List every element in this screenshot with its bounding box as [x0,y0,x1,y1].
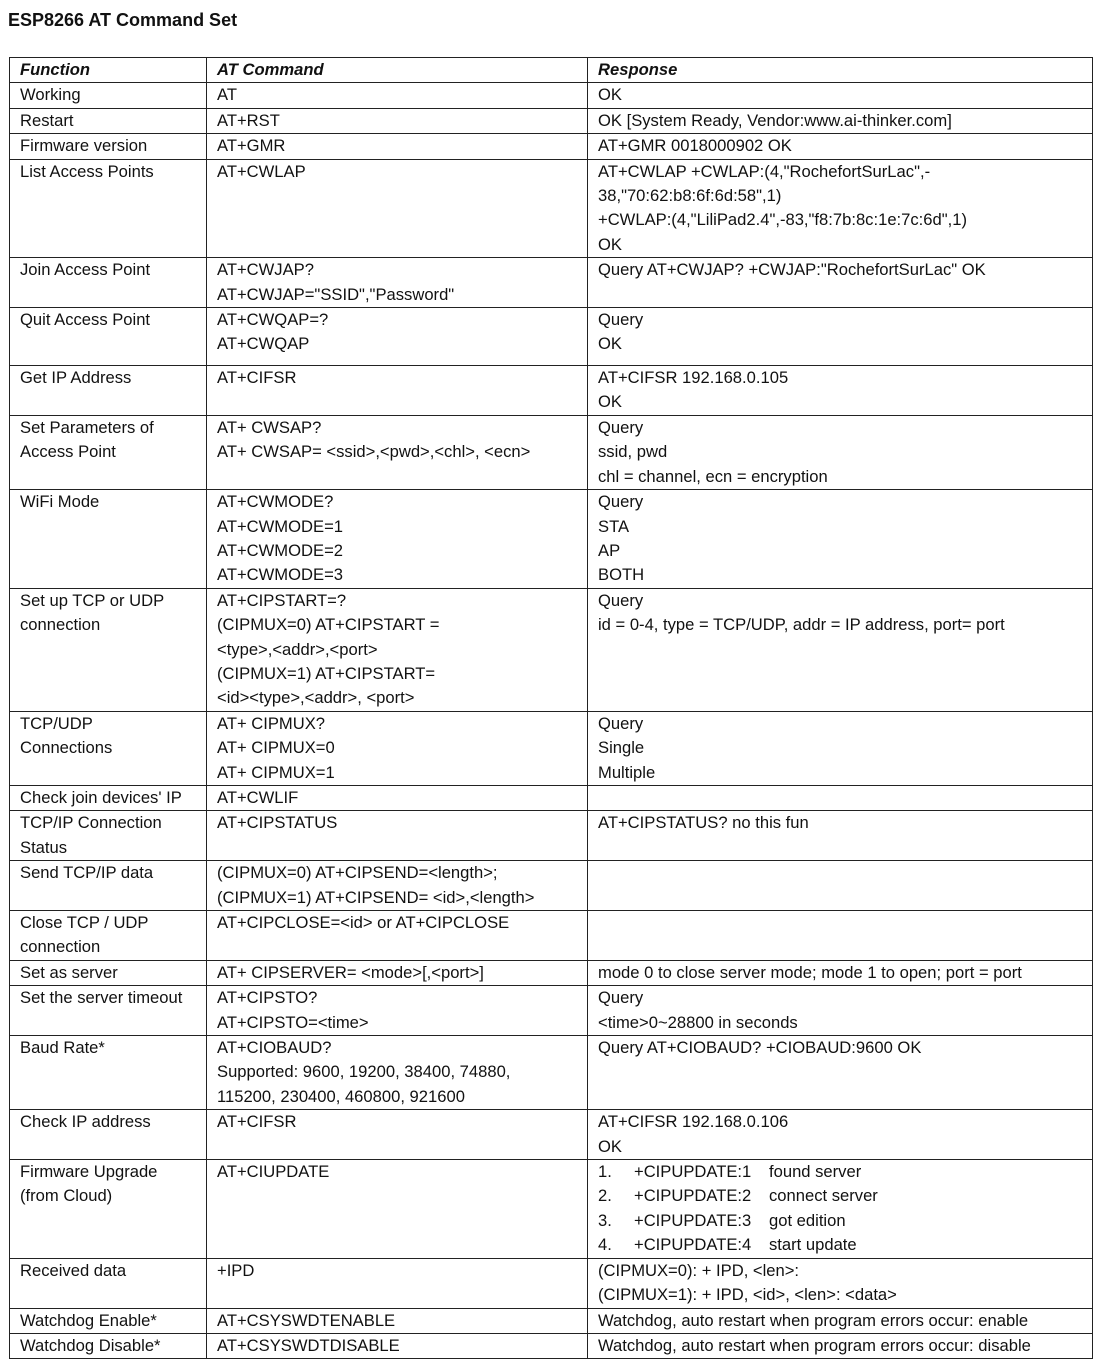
function-cell: Set the server timeout [10,986,207,1036]
table-row [10,415,1093,489]
step-text: start update [769,1235,857,1255]
command-cell: AT+CIPSTATUS [207,811,588,861]
header-command: AT Command [207,58,588,83]
function-cell: TCP/UDP Connections [10,711,207,785]
command-cell: AT+CIPSTO? AT+CIPSTO=<time> [207,986,588,1036]
response-cell: Query AT+CWJAP? +CWJAP:"RochefortSurLac" OK [588,258,1093,308]
command-cell: AT+CWLIF [207,785,588,810]
step-code: +CIPUPDATE:3 [634,1210,752,1230]
function-cell: Send TCP/IP data [10,861,207,911]
function-cell: Firmware version [10,134,207,159]
function-cell: Set up TCP or UDP connection [10,588,207,711]
table-row [10,258,1093,308]
function-cell: Watchdog Enable* [10,1308,207,1333]
step-number: 4. [598,1235,612,1255]
step-code: +CIPUPDATE:2 [634,1186,752,1206]
response-cell: AT+CWLAP +CWLAP:(4,"RochefortSurLac",- 38,"70:62:b8:6f:6d:58",1) +CWLAP:(4,"LiliPad2.4",-83,"f8:7b:8c:1e:7c:6d",1) OK [588,159,1093,258]
command-cell: AT+CSYSWDTDISABLE [207,1333,588,1358]
response-cell: Query OK [588,308,1093,366]
step-number: 3. [598,1210,612,1230]
command-cell: AT+RST [207,108,588,133]
table-row [10,1308,1093,1333]
function-cell: List Access Points [10,159,207,258]
table-row [10,811,1093,861]
table-row [10,911,1093,961]
command-cell: AT+ CIPSERVER= <mode>[,<port>] [207,960,588,985]
step-code: +CIPUPDATE:1 [634,1162,752,1182]
step-number: 2. [598,1186,612,1206]
function-cell: Firmware Upgrade (from Cloud) [10,1160,207,1259]
step-text: connect server [769,1186,878,1206]
table-row [10,159,1093,258]
step-number: 1. [598,1162,612,1182]
response-cell [588,911,1093,961]
function-cell: Quit Access Point [10,308,207,366]
command-cell: AT+GMR [207,134,588,159]
response-cell: Watchdog, auto restart when program errors occur: disable [588,1333,1093,1358]
response-cell: Watchdog, auto restart when program errors occur: enable [588,1308,1093,1333]
response-cell: Query ssid, pwd chl = channel, ecn = encryption [588,415,1093,489]
response-cell: AT+GMR 0018000902 OK [588,134,1093,159]
response-cell [588,785,1093,810]
function-cell: Baud Rate* [10,1036,207,1110]
list-item [598,1184,1082,1208]
response-cell: Query id = 0-4, type = TCP/UDP, addr = IP address, port= port [588,588,1093,711]
table-row [10,366,1093,416]
response-cell: Query Single Multiple [588,711,1093,785]
command-cell: AT+CIPCLOSE=<id> or AT+CIPCLOSE [207,911,588,961]
function-cell: Check IP address [10,1110,207,1160]
command-cell: AT+ CIPMUX? AT+ CIPMUX=0 AT+ CIPMUX=1 [207,711,588,785]
table-row [10,785,1093,810]
table-row [10,83,1093,108]
response-cell: Query AT+CIOBAUD? +CIOBAUD:9600 OK [588,1036,1093,1110]
function-cell: Set Parameters of Access Point [10,415,207,489]
page-title: ESP8266 AT Command Set [8,10,238,30]
function-cell: Join Access Point [10,258,207,308]
header-response: Response [588,58,1093,83]
response-cell: OK [System Ready, Vendor:www.ai-thinker.com] [588,108,1093,133]
function-cell: WiFi Mode [10,490,207,589]
function-cell: TCP/IP Connection Status [10,811,207,861]
list-item [598,1233,1082,1257]
response-cell: OK [588,83,1093,108]
function-cell: Watchdog Disable* [10,1333,207,1358]
header-function: Function [10,58,207,83]
table-row [10,960,1093,985]
table-row [10,588,1093,711]
response-cell: AT+CIFSR 192.168.0.105 OK [588,366,1093,416]
command-cell: AT+CWMODE? AT+CWMODE=1 AT+CWMODE=2 AT+CWMODE=3 [207,490,588,589]
table-row [10,108,1093,133]
table-row [10,1160,1093,1259]
function-cell: Restart [10,108,207,133]
command-table [9,57,1093,1359]
response-cell: (CIPMUX=0): + IPD, <len>: (CIPMUX=1): + IPD, <id>, <len>: <data> [588,1258,1093,1308]
command-cell: AT+CIUPDATE [207,1160,588,1259]
step-code: +CIPUPDATE:4 [634,1235,752,1255]
list-item [598,1160,1082,1184]
update-steps-list [598,1160,1082,1258]
table-row [10,1333,1093,1358]
header-row [10,58,1093,83]
table-row [10,986,1093,1036]
response-cell: Query STA AP BOTH [588,490,1093,589]
function-cell: Working [10,83,207,108]
response-cell: Query <time>0~28800 in seconds [588,986,1093,1036]
command-cell: (CIPMUX=0) AT+CIPSEND=<length>; (CIPMUX=1) AT+CIPSEND= <id>,<length> [207,861,588,911]
command-cell: AT+CWLAP [207,159,588,258]
table-row [10,1110,1093,1160]
response-cell: mode 0 to close server mode; mode 1 to open; port = port [588,960,1093,985]
table-row [10,861,1093,911]
table-row [10,1258,1093,1308]
table-row [10,711,1093,785]
command-cell: AT+CWQAP=? AT+CWQAP [207,308,588,366]
command-cell: AT+CSYSWDTENABLE [207,1308,588,1333]
command-cell: AT+CIPSTART=? (CIPMUX=0) AT+CIPSTART = <type>,<addr>,<port> (CIPMUX=1) AT+CIPSTART= <id><type>,<addr>, <port> [207,588,588,711]
command-cell: AT+CWJAP? AT+CWJAP="SSID","Password" [207,258,588,308]
function-cell: Set as server [10,960,207,985]
response-cell: AT+CIFSR 192.168.0.106 OK [588,1110,1093,1160]
command-cell: AT [207,83,588,108]
response-cell [588,1160,1093,1259]
command-cell: AT+CIOBAUD? Supported: 9600, 19200, 38400, 74880, 115200, 230400, 460800, 921600 [207,1036,588,1110]
table-row [10,1036,1093,1110]
command-cell: +IPD [207,1258,588,1308]
function-cell: Close TCP / UDP connection [10,911,207,961]
table-row [10,134,1093,159]
step-text: got edition [769,1210,846,1230]
step-text: found server [769,1162,862,1182]
table-row [10,490,1093,589]
function-cell: Received data [10,1258,207,1308]
command-cell: AT+CIFSR [207,366,588,416]
list-item [598,1209,1082,1233]
command-cell: AT+CIFSR [207,1110,588,1160]
response-cell: AT+CIPSTATUS? no this fun [588,811,1093,861]
table-row [10,308,1093,366]
command-cell: AT+ CWSAP? AT+ CWSAP= <ssid>,<pwd>,<chl>, <ecn> [207,415,588,489]
function-cell: Get IP Address [10,366,207,416]
response-cell [588,861,1093,911]
function-cell: Check join devices' IP [10,785,207,810]
